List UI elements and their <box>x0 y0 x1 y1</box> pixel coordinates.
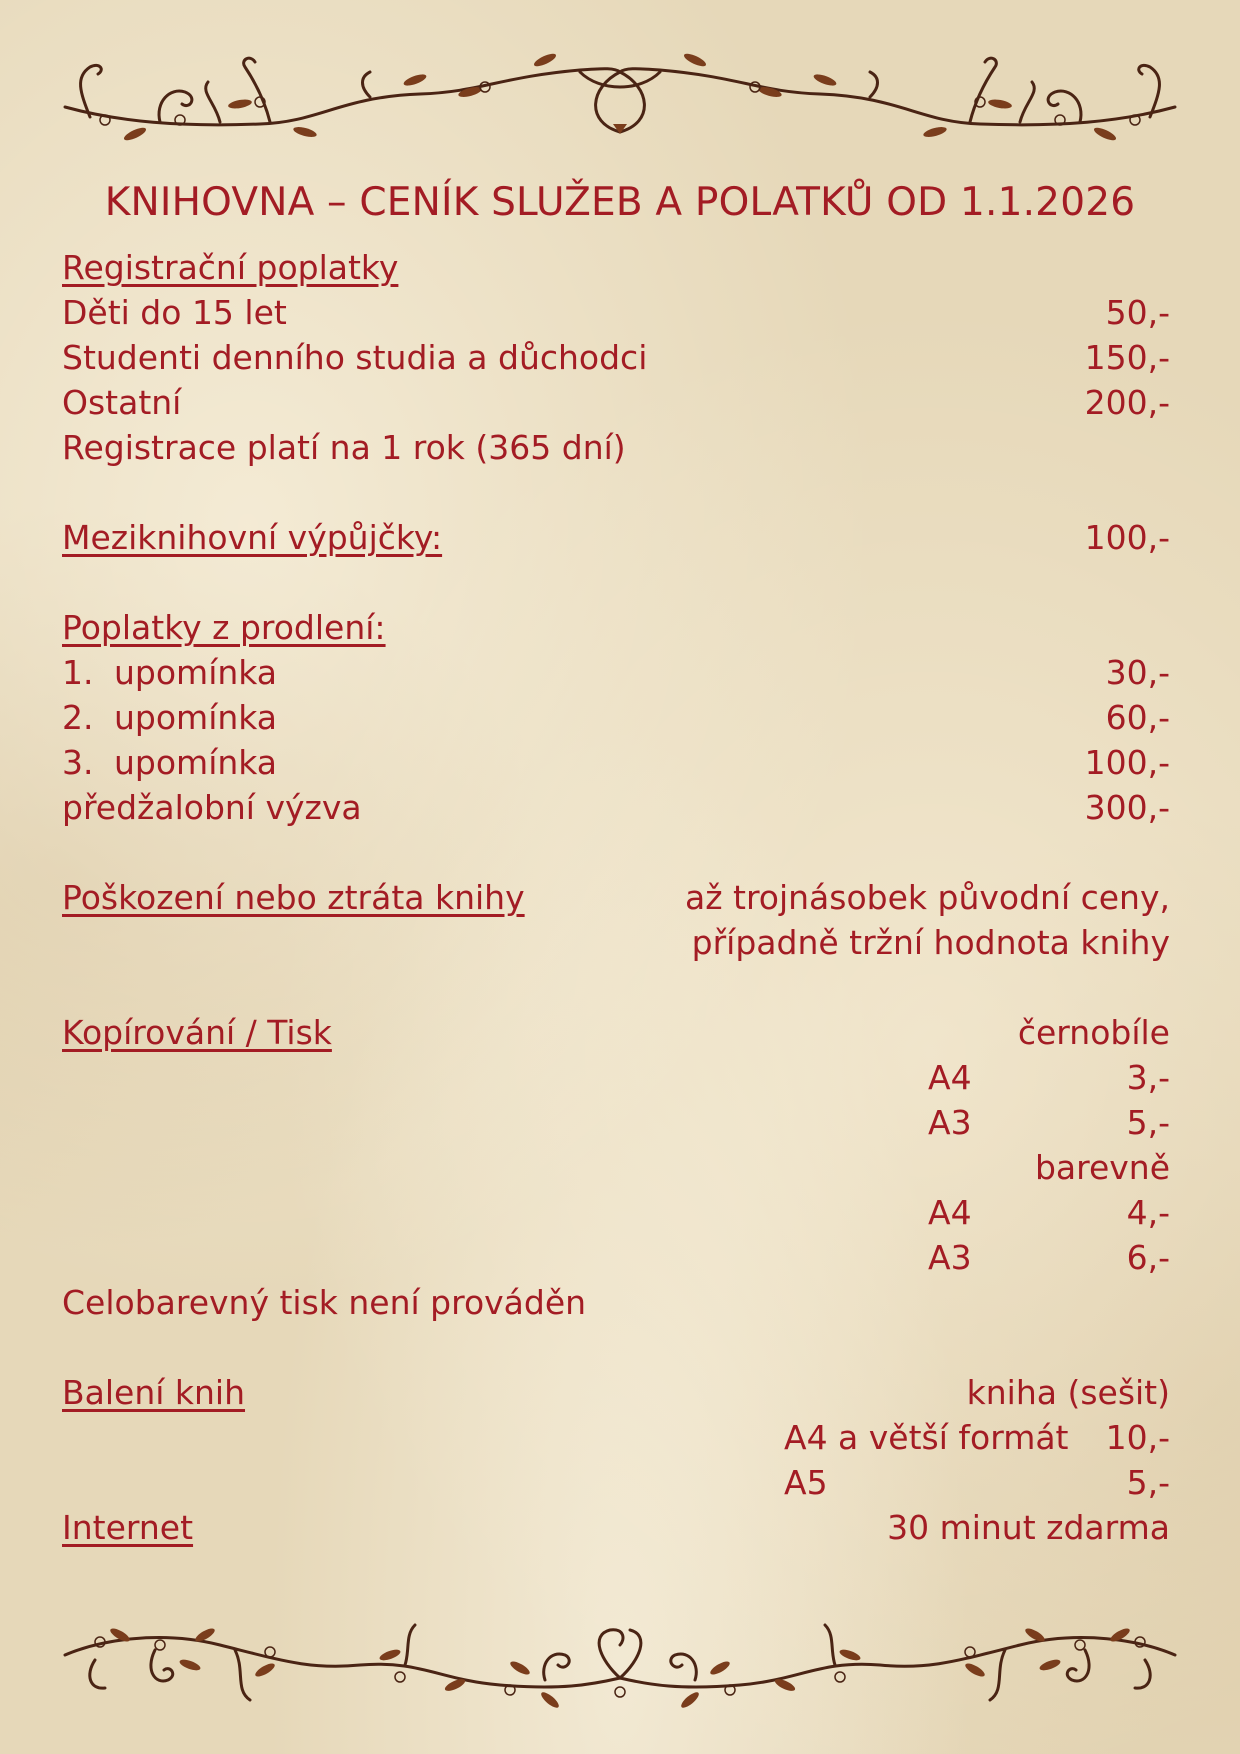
row-price: 100,- <box>1084 518 1170 557</box>
internet-row <box>62 1505 1170 1550</box>
bw-label: černobíle <box>1017 1013 1170 1052</box>
row-label: předžalobní výzva <box>62 788 362 827</box>
row-label: Studenti denního studia a důchodci <box>62 338 648 377</box>
row-price: 3,- <box>1126 1058 1170 1097</box>
price-row <box>62 695 1170 740</box>
wrapping-subheading: kniha (sešit) <box>966 1373 1170 1412</box>
row-price: 5,- <box>1126 1103 1170 1142</box>
section-heading: Registrační poplatky <box>62 248 399 287</box>
top-vine-ornament <box>60 42 1180 142</box>
color-label-row <box>62 1145 1170 1190</box>
row-number: 1. <box>62 653 94 692</box>
row-label: Děti do 15 let <box>62 293 287 332</box>
format-label: A3 <box>928 1238 972 1277</box>
section-heading: Internet <box>62 1508 194 1547</box>
row-price: 300,- <box>1084 788 1170 827</box>
section-heading: Poplatky z prodlení: <box>62 608 386 647</box>
row-price: 6,- <box>1126 1238 1170 1277</box>
format-label: A3 <box>928 1103 972 1142</box>
price-row <box>62 335 1170 380</box>
price-row <box>62 380 1170 425</box>
row-label: upomínka <box>114 743 278 782</box>
damage-text-line2: případně tržní hodnota knihy <box>691 923 1170 962</box>
page-title: KNIHOVNA – CENÍK SLUŽEB A POLATKŮ OD 1.1.2026 <box>104 180 1136 225</box>
row-price: 50,- <box>1105 293 1170 332</box>
damage-row-2 <box>62 920 1170 965</box>
price-row <box>62 1460 1170 1505</box>
price-row <box>62 740 1170 785</box>
row-price: 10,- <box>1105 1418 1170 1457</box>
registration-note: Registrace platí na 1 rok (365 dní) <box>62 428 626 467</box>
registration-heading-row <box>62 245 1170 290</box>
format-label: A4 a větší formát <box>784 1418 1069 1457</box>
late-fees-heading-row <box>62 605 1170 650</box>
row-price: 60,- <box>1105 698 1170 737</box>
copying-heading-row <box>62 1010 1170 1055</box>
interlibrary-row <box>62 515 1170 560</box>
section-heading: Kopírování / Tisk <box>62 1013 332 1052</box>
copying-note: Celobarevný tisk není prováděn <box>62 1283 587 1322</box>
price-row <box>62 290 1170 335</box>
bottom-vine-ornament <box>60 1610 1180 1710</box>
row-label: upomínka <box>114 698 278 737</box>
price-row <box>62 650 1170 695</box>
price-row <box>62 1415 1170 1460</box>
row-label: Ostatní <box>62 383 182 422</box>
row-price: 100,- <box>1084 743 1170 782</box>
section-heading: Meziknihovní výpůjčky: <box>62 518 443 557</box>
row-label: upomínka <box>114 653 278 692</box>
damage-row <box>62 875 1170 920</box>
note-row <box>62 1280 1170 1325</box>
damage-text-line1: až trojnásobek původní ceny, <box>684 878 1170 917</box>
row-number: 3. <box>62 743 94 782</box>
note-row <box>62 425 1170 470</box>
color-label: barevně <box>1034 1148 1170 1187</box>
row-price: 5,- <box>1126 1463 1170 1502</box>
row-price: 4,- <box>1126 1193 1170 1232</box>
section-heading: Poškození nebo ztráta knihy <box>62 878 525 917</box>
row-price: 30,- <box>1105 653 1170 692</box>
row-price: 150,- <box>1084 338 1170 377</box>
price-row <box>62 1100 1170 1145</box>
internet-value: 30 minut zdarma <box>887 1508 1170 1547</box>
format-label: A4 <box>928 1193 972 1232</box>
price-row <box>62 1235 1170 1280</box>
row-number: 2. <box>62 698 94 737</box>
wrapping-heading-row <box>62 1370 1170 1415</box>
price-row <box>62 785 1170 830</box>
price-row <box>62 1190 1170 1235</box>
price-row <box>62 1055 1170 1100</box>
format-label: A4 <box>928 1058 972 1097</box>
section-heading: Balení knih <box>62 1373 246 1412</box>
row-price: 200,- <box>1084 383 1170 422</box>
format-label: A5 <box>784 1463 828 1502</box>
